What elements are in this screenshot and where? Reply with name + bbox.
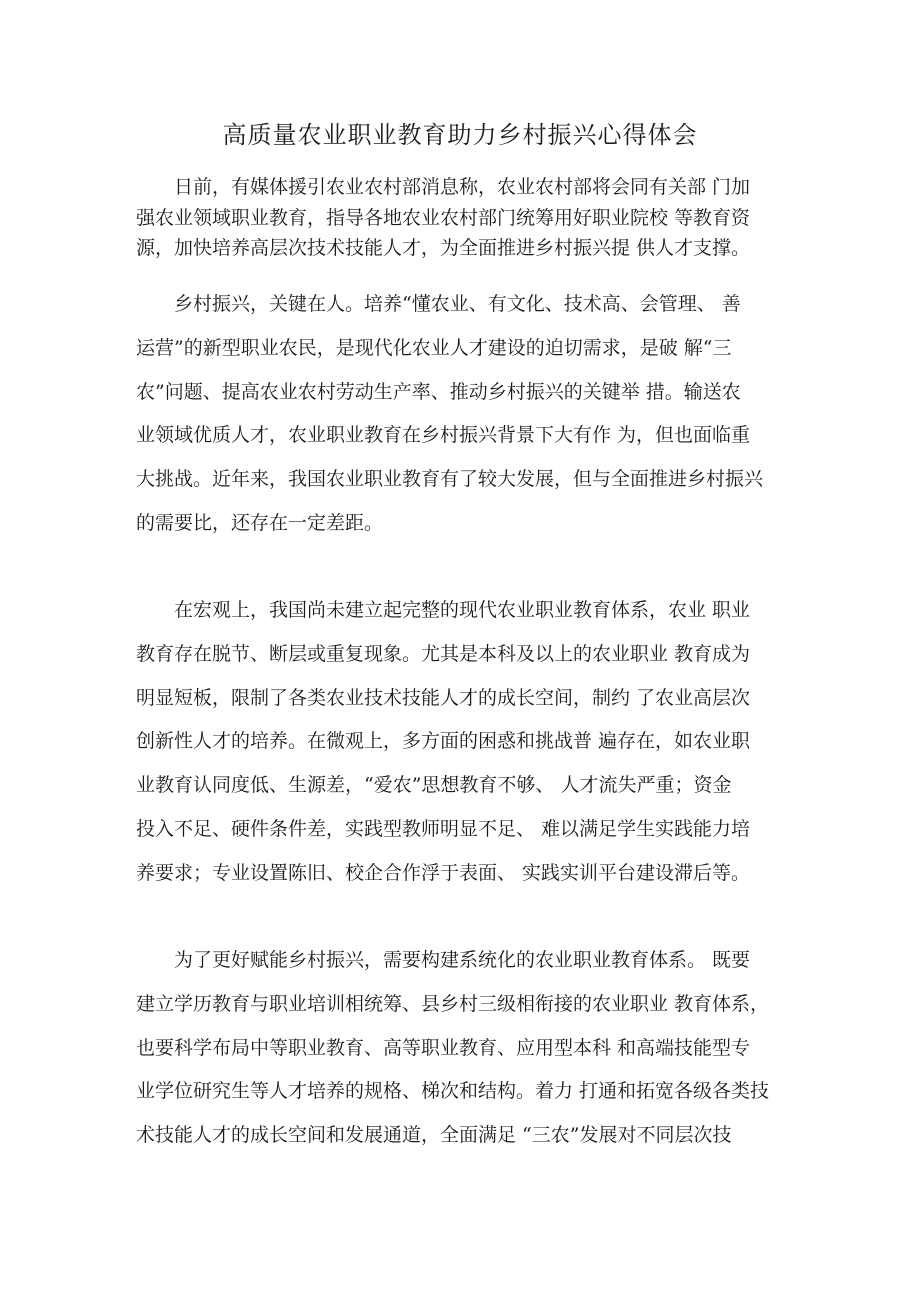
- paragraph-3: [136, 589, 796, 896]
- text-line: 在宏观上，我国尚未建立起完整的现代农业职业教育体系，农业 职业: [136, 599, 751, 621]
- paragraph-1: [136, 172, 796, 264]
- text-line: 也要科学布局中等职业教育、高等职业教育、应用型本科 和高端技能型专: [136, 1036, 751, 1059]
- paragraph-4: [136, 939, 796, 1158]
- text-line: 运营”的新型职业农民，是现代化农业人才建设的迫切需求，是破 解“三: [136, 336, 732, 359]
- paragraph-2: [136, 283, 796, 546]
- text-line: 业教育认同度低、生源差，“爱农”思想教育不够、 人才流失严重；资金: [136, 774, 732, 797]
- text-line: 日前，有媒体援引农业农村部消息称，农业农村部将会同有关部 门加: [136, 176, 751, 198]
- text-line: 的需要比，还存在一定差距。: [136, 511, 384, 534]
- text-line: 大挑战。近年来，我国农业职业教育有了较大发展，但与全面推进乡村振兴: [136, 468, 764, 491]
- text-line: 养要求；专业设置陈旧、校企合作浮于表面、 实践实训平台建设滞后等。: [136, 861, 751, 884]
- text-line: 强农业领域职业教育，指导各地农业农村部门统筹用好职业院校 等教育资: [136, 206, 751, 229]
- text-line: 农”问题、提高农业农村劳动生产率、推动乡村振兴的关键举 措。输送农: [136, 380, 741, 403]
- text-line: 创新性人才的培养。在微观上，多方面的困惑和挑战普 遍存在，如农业职: [136, 730, 751, 753]
- text-line: 乡村振兴，关键在人。培养“懂农业、有文化、技术高、会管理、 善: [136, 293, 741, 315]
- text-line: 教育存在脱节、断层或重复现象。尤其是本科及以上的农业职业 教育成为: [136, 642, 751, 665]
- text-line: 建立学历教育与职业培训相统筹、县乡村三级相衔接的农业职业 教育体系，: [136, 992, 770, 1015]
- text-line: 术技能人才的成长空间和发展通道，全面满足 “三农”发展对不同层次技: [136, 1124, 732, 1147]
- document-title: 高质量农业职业教育助力乡村振兴心得体会: [222, 121, 698, 149]
- text-line: 投入不足、硬件条件差，实践型教师明显不足、 难以满足学生实践能力培: [136, 817, 751, 840]
- text-line: 业领域优质人才，农业职业教育在乡村振兴背景下大有作 为，但也面临重: [136, 424, 751, 447]
- text-line: 源，加快培养高层次技术技能人才，为全面推进乡村振兴提 供人才支撑。: [136, 237, 751, 259]
- text-line: 为了更好赋能乡村振兴，需要构建系统化的农业职业教育体系。 既要: [136, 949, 751, 971]
- text-line: 业学位研究生等人才培养的规格、梯次和结构。着力 打通和拓宽各级各类技: [136, 1080, 770, 1103]
- text-line: 明显短板，限制了各类农业技术技能人才的成长空间，制约 了农业高层次: [136, 686, 751, 709]
